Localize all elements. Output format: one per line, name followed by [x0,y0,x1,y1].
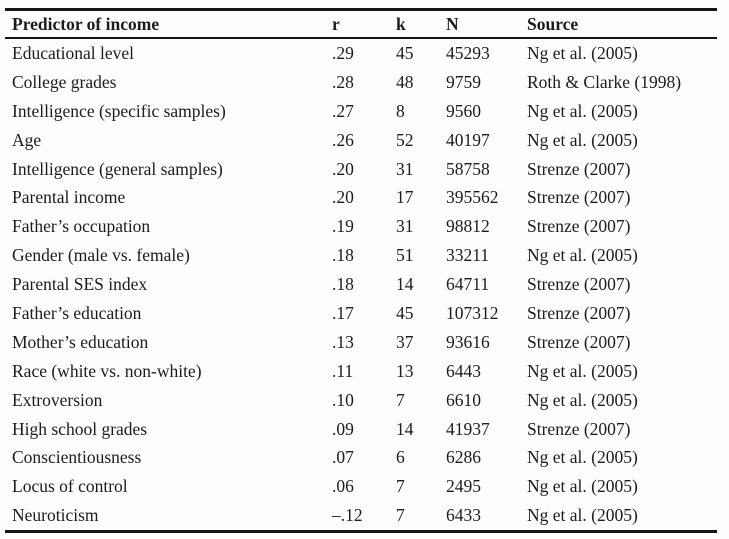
cell-n: 40197 [446,129,490,150]
cell-r: .28 [332,71,354,92]
cell-predictor: Extroversion [12,389,103,410]
cell-k: 6 [396,447,405,468]
cell-source: Strenze (2007) [527,302,631,323]
cell-k: 37 [396,331,414,352]
column-header-r: r [332,10,396,39]
cell-r: .07 [332,447,354,468]
cell-source: Ng et al. (2005) [527,42,638,63]
cell-n: 9759 [446,71,481,92]
cell-r: .11 [332,360,354,381]
cell-r: .20 [332,187,354,208]
cell-k: 14 [396,418,414,439]
table-row [5,443,717,472]
cell-r: .19 [332,216,354,237]
table-row [5,299,717,328]
cell-k: 48 [396,71,414,92]
cell-predictor: Father’s occupation [12,216,151,237]
table-row [5,212,717,241]
table-row [5,270,717,299]
cell-predictor: Neuroticism [5,501,332,531]
cell-predictor: Educational level [12,42,134,63]
table-row [5,357,717,386]
cell-predictor: Parental income [12,187,126,208]
cell-r: .20 [332,158,354,179]
cell-predictor: Age [12,129,42,150]
cell-k: 17 [396,187,414,208]
table-row [5,241,717,270]
cell-n: 58758 [446,158,490,179]
cell-n: 33211 [446,245,490,266]
header-row [5,10,717,39]
cell-k: 13 [396,360,414,381]
cell-source: Strenze (2007) [527,274,631,295]
table-row [5,183,717,212]
income-predictors-table [5,8,717,533]
cell-r: .13 [332,331,354,352]
cell-n: 9560 [446,100,481,121]
cell-n: 395562 [446,187,499,208]
cell-n: 2495 [446,476,481,497]
cell-n: 107312 [446,302,499,323]
cell-k: 7 [396,389,405,410]
cell-n: 41937 [446,418,490,439]
cell-predictor: Race (white vs. non-white) [12,360,202,381]
cell-predictor: Conscientiousness [12,447,142,468]
cell-k: 45 [396,42,414,63]
cell-predictor: Intelligence (specific samples) [12,100,226,121]
cell-k: 31 [396,216,414,237]
cell-r: .10 [332,389,354,410]
cell-r: .18 [332,274,354,295]
cell-k: 7 [396,476,405,497]
cell-k: 14 [396,274,414,295]
table-row [5,386,717,415]
cell-source: Ng et al. (2005) [527,389,638,410]
cell-k: 45 [396,302,414,323]
table-row [5,501,717,531]
cell-r: .26 [332,129,354,150]
table-row [5,38,717,68]
cell-r: .18 [332,245,354,266]
cell-k: 52 [396,129,414,150]
table-row [5,155,717,184]
cell-source: Ng et al. (2005) [527,447,638,468]
cell-source: Roth & Clarke (1998) [527,71,682,92]
cell-n: 93616 [446,331,490,352]
cell-n: 6610 [446,389,481,410]
cell-r: –.12 [332,501,396,531]
cell-predictor: Mother’s education [12,331,149,352]
cell-predictor: Gender (male vs. female) [12,245,190,266]
cell-source: Strenze (2007) [527,216,631,237]
column-header-predictor: Predictor of income [5,10,332,39]
cell-source: Ng et al. (2005) [527,245,638,266]
cell-source: Strenze (2007) [527,158,631,179]
table-row [5,415,717,444]
cell-r: .27 [332,100,354,121]
cell-source: Ng et al. (2005) [527,501,717,531]
cell-predictor: Father’s education [12,302,142,323]
cell-k: 7 [396,501,446,531]
column-header-k: k [396,10,446,39]
cell-source: Strenze (2007) [527,331,631,352]
cell-k: 8 [396,100,405,121]
cell-n: 64711 [446,274,490,295]
cell-predictor: Parental SES index [12,274,148,295]
cell-k: 31 [396,158,414,179]
table-row [5,68,717,97]
column-header-n: N [446,10,527,39]
cell-r: .29 [332,42,354,63]
cell-predictor: Locus of control [12,476,128,497]
table-row [5,472,717,501]
cell-n: 6443 [446,360,481,381]
cell-r: .06 [332,476,354,497]
cell-r: .17 [332,302,354,323]
cell-predictor: High school grades [12,418,148,439]
cell-n: 98812 [446,216,490,237]
column-header-source: Source [527,10,717,39]
table-row [5,97,717,126]
table-row [5,126,717,155]
table-row [5,328,717,357]
cell-predictor: Intelligence (general samples) [12,158,223,179]
cell-k: 51 [396,245,414,266]
cell-source: Strenze (2007) [527,187,631,208]
cell-r: .09 [332,418,354,439]
cell-source: Ng et al. (2005) [527,129,638,150]
cell-source: Strenze (2007) [527,418,631,439]
cell-source: Ng et al. (2005) [527,476,638,497]
cell-n: 6286 [446,447,481,468]
cell-source: Ng et al. (2005) [527,100,638,121]
cell-source: Ng et al. (2005) [527,360,638,381]
cell-n: 6433 [446,501,527,531]
cell-predictor: College grades [12,71,117,92]
cell-n: 45293 [446,42,490,63]
